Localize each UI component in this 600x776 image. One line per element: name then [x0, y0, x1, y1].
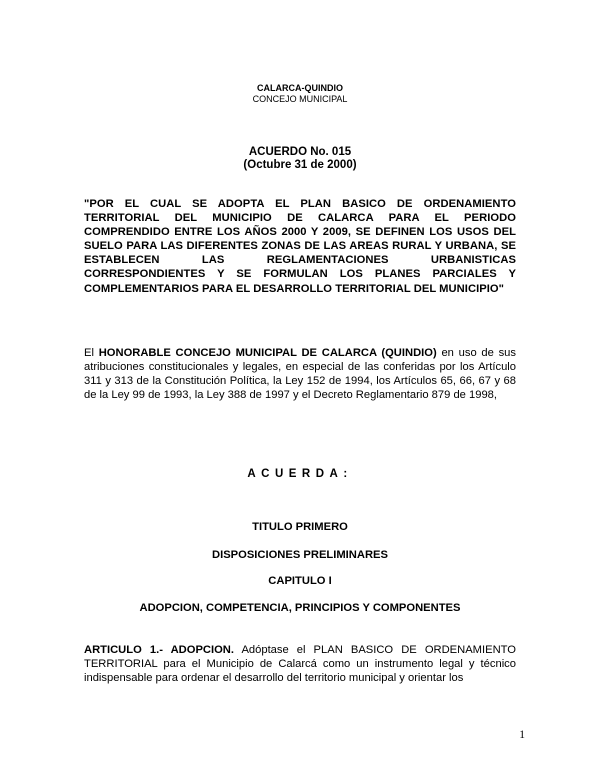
page-number: 1 — [519, 729, 525, 741]
chapter-subject-heading: ADOPCION, COMPETENCIA, PRINCIPIOS Y COMPONENTES — [139, 602, 461, 614]
article-1-label: ARTICULO 1.- ADOPCION. — [84, 644, 234, 656]
preamble-lead: El — [84, 347, 99, 359]
preliminary-provisions-heading: DISPOSICIONES PRELIMINARES — [212, 549, 388, 561]
agreement-number: ACUERDO No. 015 — [248, 146, 352, 158]
preamble-council-name: HONORABLE CONCEJO MUNICIPAL DE CALARCA (QUINDIO) — [98, 347, 437, 359]
header-council: CONCEJO MUNICIPAL — [252, 94, 348, 104]
preamble-text: en uso de sus atribuciones constitucionales y legales, en especial de las conferidas por los Artículo 311 y 313 de la Constitución Política, la Ley 152 de 1994, los Artículos 65, 66, 67 y 68 de la Ley 99 de 1993, la Ley 388 de 1997 y el Decreto Reglamentario 879 de 1998, — [84, 347, 517, 402]
acuerda-heading: ACUERDA: — [247, 468, 353, 480]
preamble-paragraph — [84, 346, 516, 402]
agreement-date: (Octubre 31 de 2000) — [243, 159, 357, 171]
agreement-title: "POR EL CUAL SE ADOPTA EL PLAN BASICO DE ORDENAMIENTO TERRITORIAL DEL MUNICIPIO DE CALARCA PARA EL PERIODO COMPRENDIDO ENTRE LOS AÑOS 2000 Y 2009, SE DEFINEN LOS USOS DEL SUELO PARA LAS DIFERENTES ZONAS DE LAS AREAS RURAL Y URBANA, SE ESTABLECEN LAS REGLAMENTACIONES URBANISTICAS CORRESPONDIENTES Y SE FORMULAN LOS PLANES PARCIALES Y COMPLEMENTARIOS PARA EL DESARROLLO TERRITORIAL DEL MUNICIPIO" — [84, 198, 516, 295]
header-organization: CALARCA-QUINDIO — [257, 83, 343, 93]
article-1-text: Adóptase el PLAN BASICO DE ORDENAMIENTO TERRITORIAL para el Municipio de Calarcá como un instrumento legal y técnico indispensable para ordenar el desarrollo del territorio municipal y orientar los — [84, 644, 516, 685]
article-1-paragraph — [84, 643, 516, 685]
title-heading: TITULO PRIMERO — [252, 521, 348, 533]
chapter-heading: CAPITULO I — [268, 575, 332, 587]
